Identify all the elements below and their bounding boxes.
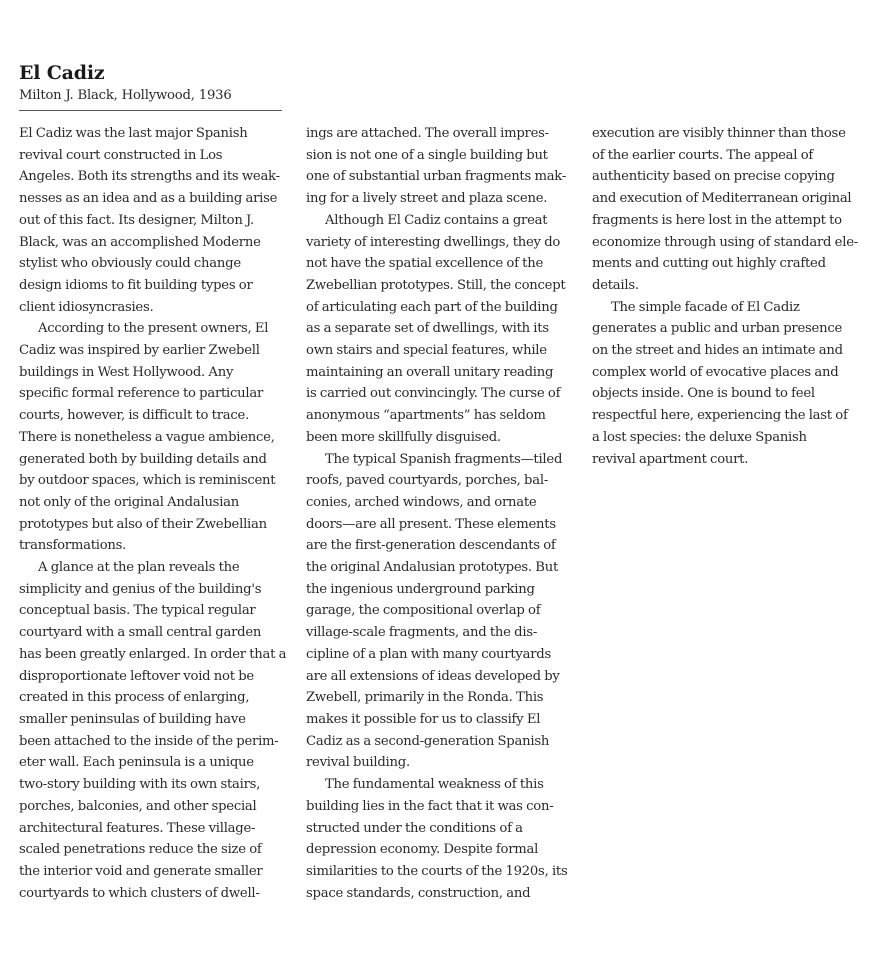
text-line: own stairs and special features, while <box>306 343 547 359</box>
text-line: roofs, paved courtyards, porches, bal- <box>306 473 549 489</box>
text-line: simplicity and genius of the building's <box>19 581 262 597</box>
text-line: architectural features. These village- <box>19 820 256 836</box>
text-line: prototypes but also of their Zwebellian <box>19 516 267 532</box>
paragraph-first-line: A glance at the plan reveals the <box>38 560 240 576</box>
text-line: Black, was an accomplished Moderne <box>19 234 261 250</box>
text-line: the interior void and generate smaller <box>19 863 263 879</box>
text-line: conies, arched windows, and ornate <box>306 494 537 510</box>
text-line: similarities to the courts of the 1920s, its <box>306 863 568 879</box>
text-line: a lost species: the deluxe Spanish <box>592 429 807 445</box>
text-line: ings are attached. The overall impres- <box>306 126 549 141</box>
text-line: fragments is here lost in the attempt to <box>592 212 842 228</box>
text-line: smaller peninsulas of building have <box>19 711 246 727</box>
text-line: depression economy. Despite formal <box>306 842 539 858</box>
paragraph-first-line: According to the present owners, El <box>38 321 269 337</box>
text-line: Zwebellian prototypes. Still, the concept <box>306 277 566 293</box>
text-line: has been greatly enlarged. In order that a <box>19 646 287 662</box>
text-line: client idiosyncrasies. <box>19 299 154 315</box>
text-line: one of substantial urban fragments mak- <box>306 169 567 185</box>
text-column-2 <box>306 123 576 904</box>
text-line: variety of interesting dwellings, they do <box>306 234 561 250</box>
text-line: respectful here, experiencing the last of <box>592 408 848 424</box>
text-line: Zwebell, primarily in the Ronda. This <box>306 690 544 706</box>
text-line: details. <box>592 277 639 293</box>
text-line: garage, the compositional overlap of <box>306 603 541 619</box>
text-line: transformations. <box>19 538 127 554</box>
text-line: specific formal reference to particular <box>19 386 264 402</box>
text-line: building lies in the fact that it was con- <box>306 798 554 814</box>
text-line: execution are visibly thinner than those <box>592 126 846 141</box>
text-line: by outdoor spaces, which is reminiscent <box>19 473 276 489</box>
text-line: conceptual basis. The typical regular <box>19 603 256 619</box>
text-line: revival apartment court. <box>592 451 749 467</box>
text-column-1 <box>19 123 289 904</box>
text-line: There is nonetheless a vague ambience, <box>19 429 275 445</box>
text-line: disproportionate leftover void not be <box>19 668 254 684</box>
article-title: El Cadiz <box>19 62 105 84</box>
text-line: structed under the conditions of a <box>306 820 523 836</box>
text-line: the ingenious underground parking <box>306 581 535 597</box>
text-line: revival building. <box>306 755 410 771</box>
text-line: created in this process of enlarging, <box>19 690 250 706</box>
text-line: Angeles. Both its strengths and its weak- <box>19 169 280 185</box>
article-subtitle: Milton J. Black, Hollywood, 1936 <box>19 86 282 111</box>
text-line: are the first-generation descendants of <box>306 538 556 554</box>
text-line: village-scale fragments, and the dis- <box>306 625 538 641</box>
text-line: two-story building with its own stairs, <box>19 777 261 793</box>
text-line: as a separate set of dwellings, with its <box>306 321 549 337</box>
text-line: generates a public and urban presence <box>592 321 843 337</box>
text-line: cipline of a plan with many courtyards <box>306 646 551 662</box>
text-line: El Cadiz was the last major Spanish <box>19 126 248 141</box>
text-line: are all extensions of ideas developed by <box>306 668 560 684</box>
text-line: economize through using of standard ele- <box>592 234 858 250</box>
text-line: been attached to the inside of the perim- <box>19 733 279 749</box>
paragraph-first-line: Although El Cadiz contains a great <box>325 212 548 228</box>
text-line: sion is not one of a single building but <box>306 147 548 163</box>
text-line: eter wall. Each peninsula is a unique <box>19 755 254 771</box>
text-line: Cadiz as a second-generation Spanish <box>306 733 550 749</box>
text-line: and execution of Mediterranean original <box>592 191 852 207</box>
text-line: the original Andalusian prototypes. But <box>306 560 559 576</box>
text-line: on the street and hides an intimate and <box>592 343 843 359</box>
text-line: been more skillfully disguised. <box>306 429 501 445</box>
text-line: stylist who obviously could change <box>19 256 241 272</box>
text-line: not have the spatial excellence of the <box>306 256 544 272</box>
text-line: doors—are all present. These elements <box>306 516 556 532</box>
text-line: anonymous “apartments” has seldom <box>306 408 546 424</box>
text-line: authenticity based on precise copying <box>592 169 835 185</box>
text-line: of the earlier courts. The appeal of <box>592 147 814 163</box>
text-line: ing for a lively street and plaza scene. <box>306 191 548 207</box>
text-line: scaled penetrations reduce the size of <box>19 842 262 858</box>
text-line: not only of the original Andalusian <box>19 494 240 510</box>
text-line: is carried out convincingly. The curse of <box>306 386 561 402</box>
text-line: generated both by building details and <box>19 451 267 467</box>
paragraph-first-line: The simple facade of El Cadiz <box>611 299 800 315</box>
text-line: porches, balconies, and other special <box>19 798 257 814</box>
text-line: ments and cutting out highly crafted <box>592 256 826 272</box>
text-line: courtyards to which clusters of dwell- <box>19 885 260 901</box>
text-line: makes it possible for us to classify El <box>306 711 541 727</box>
text-line: revival court constructed in Los <box>19 147 223 163</box>
text-line: courts, however, is difficult to trace. <box>19 408 250 424</box>
paragraph-first-line: The typical Spanish fragments—tiled <box>325 451 563 467</box>
text-line: buildings in West Hollywood. Any <box>19 364 234 380</box>
text-line: space standards, construction, and <box>306 885 531 901</box>
paragraph-first-line: The fundamental weakness of this <box>325 777 544 793</box>
text-line: nesses as an idea and as a building arise <box>19 191 278 207</box>
text-line: maintaining an overall unitary reading <box>306 364 554 380</box>
text-line: objects inside. One is bound to feel <box>592 386 815 402</box>
text-column-3 <box>592 123 867 470</box>
article-header <box>19 60 282 111</box>
text-line: of articulating each part of the building <box>306 299 558 315</box>
text-line: design idioms to fit building types or <box>19 277 253 293</box>
text-line: Cadiz was inspired by earlier Zwebell <box>19 343 260 359</box>
text-line: out of this fact. Its designer, Milton J. <box>19 212 254 228</box>
text-line: complex world of evocative places and <box>592 364 839 380</box>
text-line: courtyard with a small central garden <box>19 625 262 641</box>
